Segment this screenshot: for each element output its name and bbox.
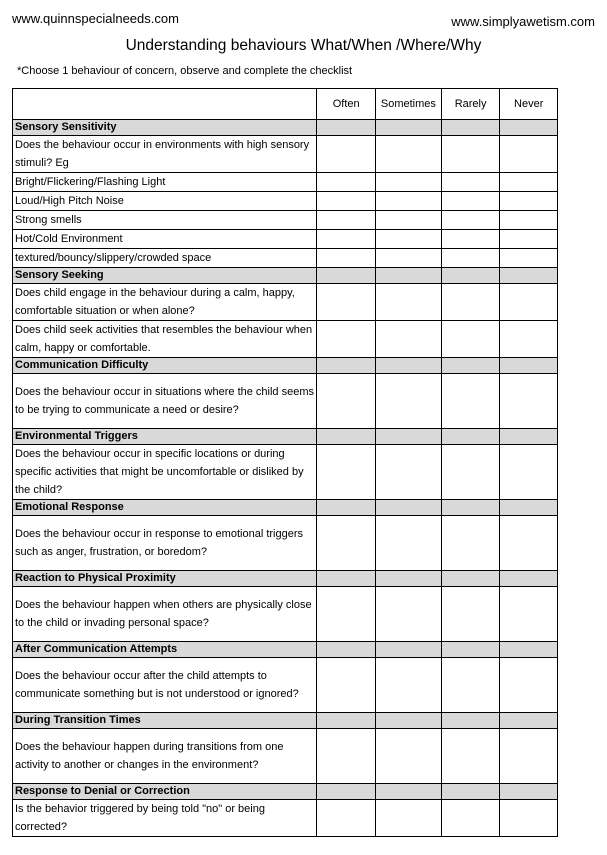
section-shade-cell bbox=[375, 358, 441, 374]
answer-cell-never[interactable] bbox=[500, 230, 558, 249]
question-row bbox=[13, 516, 558, 571]
section-shade-cell bbox=[317, 571, 376, 587]
question-text: Does the behaviour occur in situations where the child seems to be trying to communicate a need or desire? bbox=[13, 374, 317, 429]
answer-cell-rarely[interactable] bbox=[441, 445, 500, 500]
section-header-row bbox=[13, 713, 558, 729]
answer-cell-often[interactable] bbox=[317, 321, 376, 358]
section-header-row bbox=[13, 500, 558, 516]
section-shade-cell bbox=[500, 429, 558, 445]
answer-cell-often[interactable] bbox=[317, 729, 376, 784]
answer-cell-often[interactable] bbox=[317, 445, 376, 500]
answer-cell-sometimes[interactable] bbox=[375, 658, 441, 713]
answer-cell-often[interactable] bbox=[317, 587, 376, 642]
answer-cell-never[interactable] bbox=[500, 729, 558, 784]
answer-cell-rarely[interactable] bbox=[441, 587, 500, 642]
answer-cell-never[interactable] bbox=[500, 321, 558, 358]
answer-cell-never[interactable] bbox=[500, 284, 558, 321]
answer-cell-rarely[interactable] bbox=[441, 516, 500, 571]
section-shade-cell bbox=[500, 642, 558, 658]
section-shade-cell bbox=[441, 642, 500, 658]
section-shade-cell bbox=[375, 120, 441, 136]
section-shade-cell bbox=[375, 268, 441, 284]
section-shade-cell bbox=[317, 120, 376, 136]
section-shade-cell bbox=[317, 713, 376, 729]
section-title: During Transition Times bbox=[13, 713, 317, 729]
answer-cell-often[interactable] bbox=[317, 136, 376, 173]
question-row bbox=[13, 374, 558, 429]
section-shade-cell bbox=[500, 120, 558, 136]
section-shade-cell bbox=[375, 784, 441, 800]
answer-cell-sometimes[interactable] bbox=[375, 321, 441, 358]
answer-cell-often[interactable] bbox=[317, 192, 376, 211]
answer-cell-often[interactable] bbox=[317, 658, 376, 713]
section-title: After Communication Attempts bbox=[13, 642, 317, 658]
answer-cell-rarely[interactable] bbox=[441, 284, 500, 321]
question-row bbox=[13, 173, 558, 192]
section-shade-cell bbox=[317, 429, 376, 445]
answer-cell-never[interactable] bbox=[500, 658, 558, 713]
section-shade-cell bbox=[441, 784, 500, 800]
question-text: Does the behaviour occur in response to emotional triggers such as anger, frustration, or boredom? bbox=[13, 516, 317, 571]
answer-cell-rarely[interactable] bbox=[441, 173, 500, 192]
question-row bbox=[13, 445, 558, 500]
answer-cell-never[interactable] bbox=[500, 445, 558, 500]
section-header-row bbox=[13, 784, 558, 800]
answer-cell-sometimes[interactable] bbox=[375, 374, 441, 429]
section-header-row bbox=[13, 429, 558, 445]
answer-cell-often[interactable] bbox=[317, 284, 376, 321]
section-shade-cell bbox=[375, 429, 441, 445]
answer-cell-sometimes[interactable] bbox=[375, 192, 441, 211]
section-shade-cell bbox=[317, 500, 376, 516]
section-header-row bbox=[13, 120, 558, 136]
question-text: textured/bouncy/slippery/crowded space bbox=[13, 249, 317, 268]
answer-cell-rarely[interactable] bbox=[441, 374, 500, 429]
answer-cell-never[interactable] bbox=[500, 516, 558, 571]
answer-cell-rarely[interactable] bbox=[441, 321, 500, 358]
section-title: Environmental Triggers bbox=[13, 429, 317, 445]
question-row bbox=[13, 321, 558, 358]
section-title: Sensory Seeking bbox=[13, 268, 317, 284]
answer-cell-rarely[interactable] bbox=[441, 230, 500, 249]
answer-cell-sometimes[interactable] bbox=[375, 284, 441, 321]
column-header-sometimes: Sometimes bbox=[375, 89, 441, 120]
section-shade-cell bbox=[317, 268, 376, 284]
answer-cell-sometimes[interactable] bbox=[375, 587, 441, 642]
answer-cell-rarely[interactable] bbox=[441, 729, 500, 784]
behaviour-checklist-table bbox=[12, 88, 558, 837]
answer-cell-never[interactable] bbox=[500, 249, 558, 268]
column-header-rarely: Rarely bbox=[441, 89, 500, 120]
answer-cell-never[interactable] bbox=[500, 136, 558, 173]
answer-cell-sometimes[interactable] bbox=[375, 136, 441, 173]
answer-cell-often[interactable] bbox=[317, 211, 376, 230]
question-text: Does the behaviour happen when others are physically close to the child or invading personal space? bbox=[13, 587, 317, 642]
column-header-never: Never bbox=[500, 89, 558, 120]
section-title: Communication Difficulty bbox=[13, 358, 317, 374]
section-shade-cell bbox=[317, 358, 376, 374]
question-text: Does the behaviour occur in specific locations or during specific activities that might be uncomfortable or disliked by the child? bbox=[13, 445, 317, 500]
column-header-often: Often bbox=[317, 89, 376, 120]
section-shade-cell bbox=[441, 358, 500, 374]
section-shade-cell bbox=[500, 500, 558, 516]
question-text: Loud/High Pitch Noise bbox=[13, 192, 317, 211]
question-text: Does child engage in the behaviour during a calm, happy, comfortable situation or when alone? bbox=[13, 284, 317, 321]
column-header-row bbox=[13, 89, 558, 120]
section-shade-cell bbox=[441, 713, 500, 729]
section-shade-cell bbox=[317, 784, 376, 800]
answer-cell-rarely[interactable] bbox=[441, 249, 500, 268]
question-row bbox=[13, 587, 558, 642]
answer-cell-sometimes[interactable] bbox=[375, 800, 441, 837]
question-text: Bright/Flickering/Flashing Light bbox=[13, 173, 317, 192]
question-column-header bbox=[13, 89, 317, 120]
section-shade-cell bbox=[500, 358, 558, 374]
question-text: Does the behaviour occur in environments with high sensory stimuli? Eg bbox=[13, 136, 317, 173]
answer-cell-often[interactable] bbox=[317, 374, 376, 429]
answer-cell-never[interactable] bbox=[500, 374, 558, 429]
answer-cell-never[interactable] bbox=[500, 192, 558, 211]
question-row bbox=[13, 658, 558, 713]
answer-cell-sometimes[interactable] bbox=[375, 230, 441, 249]
question-text: Does the behaviour occur after the child attempts to communicate something but is not understood or ignored? bbox=[13, 658, 317, 713]
answer-cell-often[interactable] bbox=[317, 230, 376, 249]
site-url-right: www.simplyawetism.com bbox=[451, 14, 595, 29]
question-text: Is the behavior triggered by being told "no" or being corrected? bbox=[13, 800, 317, 837]
answer-cell-sometimes[interactable] bbox=[375, 173, 441, 192]
answer-cell-rarely[interactable] bbox=[441, 658, 500, 713]
answer-cell-rarely[interactable] bbox=[441, 192, 500, 211]
section-shade-cell bbox=[500, 571, 558, 587]
section-shade-cell bbox=[317, 642, 376, 658]
answer-cell-often[interactable] bbox=[317, 173, 376, 192]
question-text: Hot/Cold Environment bbox=[13, 230, 317, 249]
answer-cell-often[interactable] bbox=[317, 249, 376, 268]
question-text: Does the behaviour happen during transitions from one activity to another or changes in the environment? bbox=[13, 729, 317, 784]
answer-cell-rarely[interactable] bbox=[441, 800, 500, 837]
section-header-row bbox=[13, 358, 558, 374]
section-shade-cell bbox=[500, 784, 558, 800]
answer-cell-never[interactable] bbox=[500, 800, 558, 837]
answer-cell-never[interactable] bbox=[500, 211, 558, 230]
section-header-row bbox=[13, 571, 558, 587]
section-shade-cell bbox=[375, 713, 441, 729]
answer-cell-often[interactable] bbox=[317, 516, 376, 571]
answer-cell-never[interactable] bbox=[500, 173, 558, 192]
section-shade-cell bbox=[375, 571, 441, 587]
section-shade-cell bbox=[441, 429, 500, 445]
answer-cell-sometimes[interactable] bbox=[375, 729, 441, 784]
section-header-row bbox=[13, 268, 558, 284]
section-shade-cell bbox=[375, 500, 441, 516]
section-shade-cell bbox=[500, 268, 558, 284]
page-title: Understanding behaviours What/When /Where/Why bbox=[125, 37, 482, 54]
section-shade-cell bbox=[441, 268, 500, 284]
answer-cell-never[interactable] bbox=[500, 587, 558, 642]
answer-cell-sometimes[interactable] bbox=[375, 211, 441, 230]
answer-cell-often[interactable] bbox=[317, 800, 376, 837]
answer-cell-rarely[interactable] bbox=[441, 211, 500, 230]
question-row bbox=[13, 249, 558, 268]
question-row bbox=[13, 136, 558, 173]
question-text: Does child seek activities that resembles the behaviour when calm, happy or comfortable. bbox=[13, 321, 317, 358]
checklist-body bbox=[13, 89, 558, 837]
site-url-left: www.quinnspecialneeds.com bbox=[12, 11, 179, 26]
section-shade-cell bbox=[441, 120, 500, 136]
question-row bbox=[13, 211, 558, 230]
section-header-row bbox=[13, 642, 558, 658]
question-row bbox=[13, 729, 558, 784]
answer-cell-sometimes[interactable] bbox=[375, 249, 441, 268]
section-shade-cell bbox=[441, 500, 500, 516]
question-row bbox=[13, 192, 558, 211]
section-shade-cell bbox=[500, 713, 558, 729]
section-title: Sensory Sensitivity bbox=[13, 120, 317, 136]
section-title: Emotional Response bbox=[13, 500, 317, 516]
section-title: Response to Denial or Correction bbox=[13, 784, 317, 800]
section-shade-cell bbox=[441, 571, 500, 587]
answer-cell-sometimes[interactable] bbox=[375, 445, 441, 500]
section-shade-cell bbox=[375, 642, 441, 658]
question-text: Strong smells bbox=[13, 211, 317, 230]
question-row bbox=[13, 800, 558, 837]
question-row bbox=[13, 284, 558, 321]
instruction-text: *Choose 1 behaviour of concern, observe and complete the checklist bbox=[17, 65, 353, 77]
answer-cell-sometimes[interactable] bbox=[375, 516, 441, 571]
section-title: Reaction to Physical Proximity bbox=[13, 571, 317, 587]
question-row bbox=[13, 230, 558, 249]
answer-cell-rarely[interactable] bbox=[441, 136, 500, 173]
